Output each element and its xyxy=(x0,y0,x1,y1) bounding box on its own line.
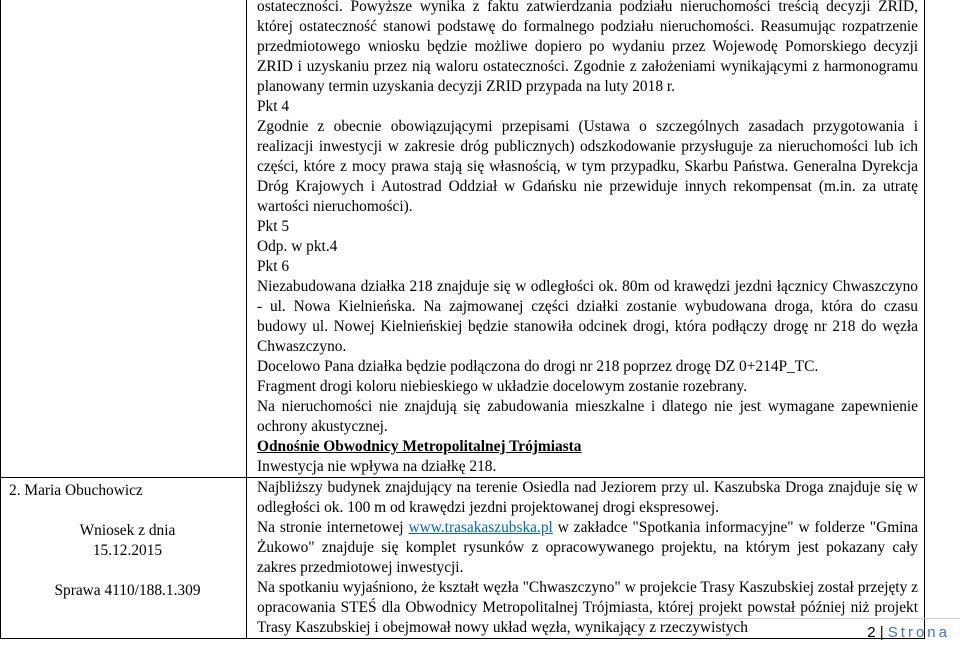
applicant-cell xyxy=(1,478,247,639)
wniosek-label: Wniosek z dnia xyxy=(79,522,176,539)
applicant-name: 2. Maria Obuchowicz xyxy=(9,482,143,499)
page-number: 2 xyxy=(867,624,876,641)
footer-rule xyxy=(638,618,960,619)
pkt5-heading: Pkt 5 xyxy=(257,218,290,235)
p2-before: Na stronie internetowej xyxy=(257,519,409,536)
pkt6-paragraph-2: Docelowo Pana działka będzie podłączona do drogi nr 218 poprzez drogę DZ 0+214P_TC. xyxy=(257,358,819,375)
table-row xyxy=(1,0,925,478)
right-cell-content xyxy=(247,0,925,478)
response-paragraph-2 xyxy=(257,518,918,578)
ow-heading-wrap xyxy=(257,437,918,457)
paragraph-zrid: ostateczności. Powyższe wynika z faktu zatwierdzania podziału nieruchomości treścią decyzji ZRID, której ostateczność stanowi podstawę do formalnego podziału nieruchomości. Reasumując rozpatrzenie przedmiotowego wniosku będzie możliwe dopiero po wydaniu przez Wojewodę Pomorskiego decyzji ZRID i uzyskaniu przez nią waloru ostateczności. Zgodnie z założeniami wynikającymi z harmonogramu planowany termin uzyskania decyzji ZRID przypada na luty 2018 r. xyxy=(257,0,918,95)
response-cell xyxy=(247,478,925,639)
footer-word: Strona xyxy=(887,624,950,641)
pkt4-heading: Pkt 4 xyxy=(257,98,290,115)
pkt6-heading: Pkt 6 xyxy=(257,258,290,275)
pkt4-text: Zgodnie z obecnie obowiązującymi przepisami (Ustawa o szczególnych zasadach przygotowania i realizacji inwestycji w zakresie dróg publicznych) odszkodowanie przysługuje za nieruchomości lub ich części, które z mocy prawa stają się własnością, w tym przypadku, Skarbu Państwa. Generalna Dyrekcja Dróg Krajowych i Autostrad Oddział w Gdańsku nie przewiduje innych rekompensat (m.in. za utratę wartości nieruchomości). xyxy=(257,118,918,215)
wniosek-date: 15.12.2015 xyxy=(92,542,163,559)
pkt6-paragraph-4: Na nieruchomości nie znajdują się zabudowania mieszkalne i dlatego nie jest wymagane zapewnienie ochrony akustycznej. xyxy=(257,398,918,435)
table-row xyxy=(1,478,925,639)
p2-after: w zakładce "Spotkania informacyjne" w folderze "Gmina Żukowo" znajduje się komplet rysunków z opracowywanego projektu, na którym jest pokazany cały zakres przedmiotowej inwestycji. xyxy=(257,519,918,576)
response-paragraph-1: Najbliższy budynek znajdujący na terenie Osiedla nad Jeziorem przy ul. Kaszubska Droga znajduje się w odległości ok. 100 m od krawędzi jezdni projektowanej drogi ekspresowej. xyxy=(257,479,918,516)
ow-text: Inwestycja nie wpływa na działkę 218. xyxy=(257,458,497,475)
pkt6-paragraph-3: Fragment drogi koloru niebieskiego w układzie docelowym zostanie rozebrany. xyxy=(257,378,748,395)
pkt6-paragraph-1: Niezabudowana działka 218 znajduje się w odległości ok. 80m od krawędzi jezdni łącznicy Chwaszczyno - ul. Nowa Kielnieńska. Na zajmowanej części działki zostanie wybudowana droga, która do czasu budowy ul. Nowej Kielnieńskiej będzie stanowiła odcinek drogi, która podłączy drogę nr 218 do węzła Chwaszczyno. xyxy=(257,278,918,355)
left-cell-empty xyxy=(1,0,247,478)
footer-separator: | xyxy=(879,624,884,641)
trasakaszubska-link[interactable]: www.trasakaszubska.pl xyxy=(408,519,553,536)
pkt5-text: Odp. w pkt.4 xyxy=(257,238,338,255)
response-paragraph-3: Na spotkaniu wyjaśniono, że kształt węzła "Chwaszczyno" w projekcie Trasy Kaszubskiej został przejęty z opracowania STEŚ dla Obwodnicy Metropolitalnej Trójmiasta, której projekt powstał później niż projekt Trasy Kaszubskiej i obejmował nowy układ węzła, wynikający z rzeczywistych xyxy=(257,579,918,636)
ow-heading: Odnośnie Obwodnicy Metropolitalnej Trójmiasta xyxy=(257,438,582,455)
sprawa-number: Sprawa 4110/188.1.309 xyxy=(54,582,201,599)
page-footer xyxy=(867,624,950,641)
